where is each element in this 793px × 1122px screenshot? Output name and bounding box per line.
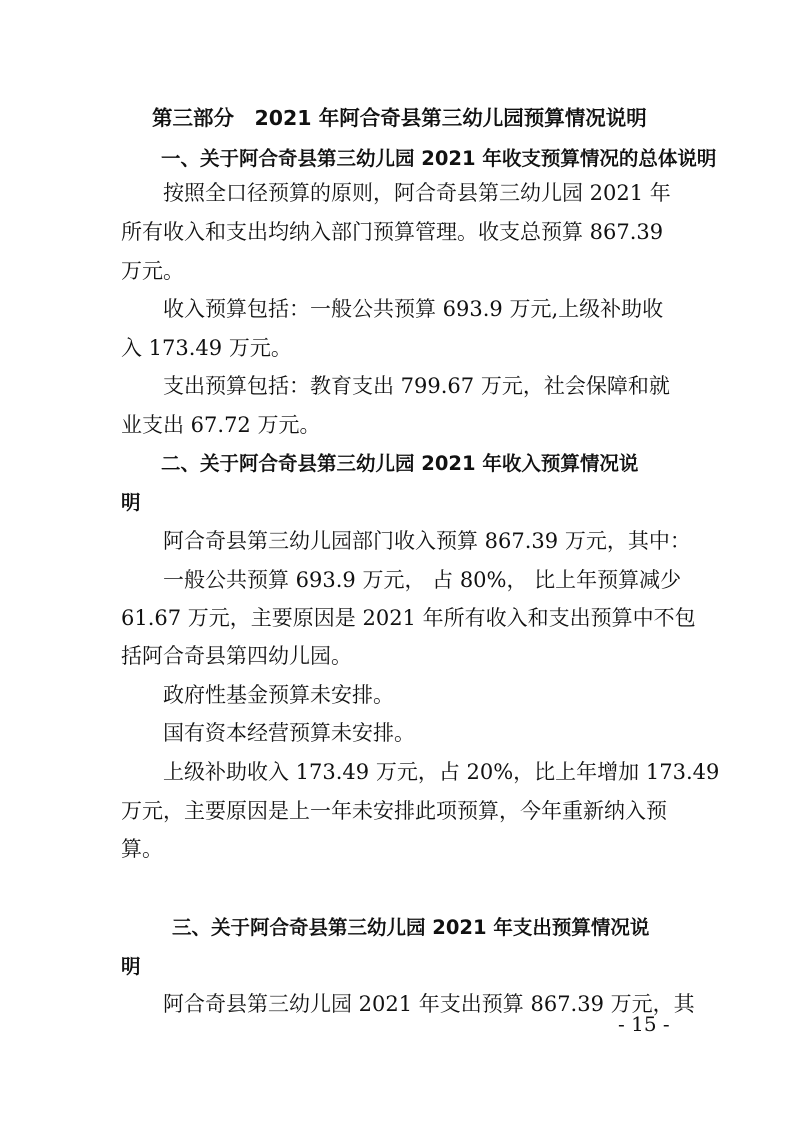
section3-p1: 阿合奇县第三幼儿园 2021 年支出预算 867.39 万元，其 <box>163 992 695 1016</box>
section1-p1-line1: 按照全口径预算的原则，阿合奇县第三幼儿园 2021 年 <box>163 181 671 205</box>
section2-p2-line1: 一般公共预算 693.9 万元， 占 80%， 比上年预算减少 <box>163 568 682 592</box>
section1-p1-line2: 所有收入和支出均纳入部门预算管理。收支总预算 867.39 <box>121 220 664 244</box>
section2-heading-line2: 明 <box>121 491 141 514</box>
section1-p2-line1: 收入预算包括：一般公共预算 693.9 万元,上级补助收 <box>163 297 664 321</box>
section2-p3: 政府性基金预算未安排。 <box>163 683 394 707</box>
section2-p4: 国有资本经营预算未安排。 <box>163 721 415 745</box>
section2-p2-line3: 括阿合奇县第四幼儿园。 <box>121 644 352 668</box>
section2-p5-line1: 上级补助收入 173.49 万元，占 20%，比上年增加 173.49 <box>163 760 720 784</box>
section3-heading-line1: 三、关于阿合奇县第三幼儿园 2021 年支出预算情况说 <box>172 916 650 939</box>
section1-p3-line1: 支出预算包括：教育支出 799.67 万元，社会保障和就 <box>163 374 670 398</box>
page-number: - 15 - <box>618 1012 670 1036</box>
part-title: 第三部分 2021 年阿合奇县第三幼儿园预算情况说明 <box>152 106 647 130</box>
section2-p2-line2: 61.67 万元，主要原因是 2021 年所有收入和支出预算中不包 <box>121 606 696 630</box>
section2-heading-line1: 二、关于阿合奇县第三幼儿园 2021 年收入预算情况说 <box>161 452 639 475</box>
section1-p3-line2: 业支出 67.72 万元。 <box>121 413 321 437</box>
section1-heading: 一、关于阿合奇县第三幼儿园 2021 年收支预算情况的总体说明 <box>161 147 717 170</box>
section2-p5-line3: 算。 <box>121 837 163 861</box>
section2-p1: 阿合奇县第三幼儿园部门收入预算 867.39 万元，其中： <box>163 529 691 553</box>
section1-p1-line3: 万元。 <box>121 259 184 283</box>
section3-heading-line2: 明 <box>121 955 141 978</box>
section2-p5-line2: 万元，主要原因是上一年未安排此项预算，今年重新纳入预 <box>121 799 667 823</box>
section1-p2-line2: 入 173.49 万元。 <box>121 336 292 360</box>
